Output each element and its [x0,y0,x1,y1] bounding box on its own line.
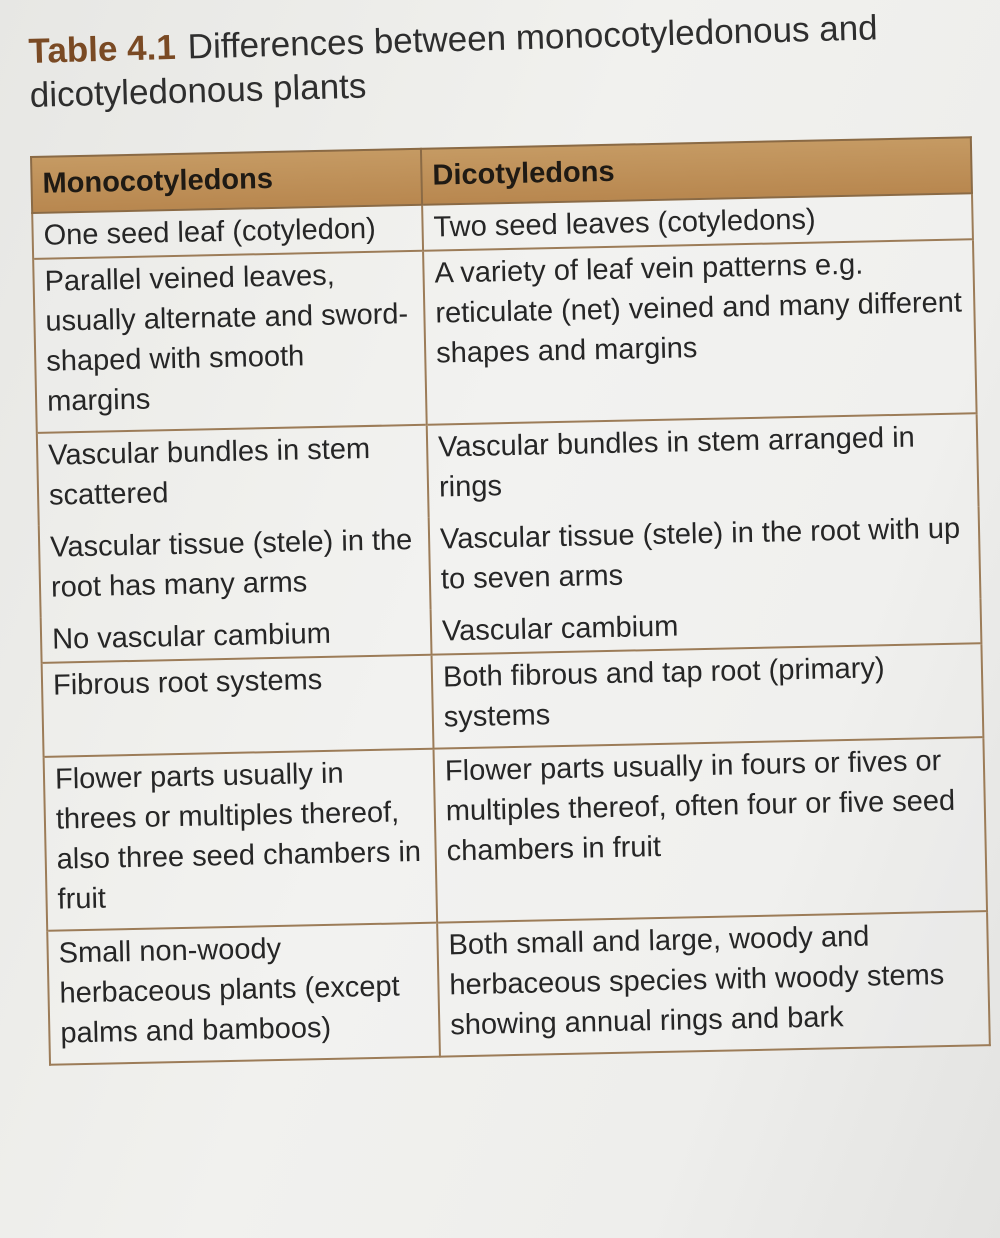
table-caption [28,4,970,118]
monocot-cell: Vascular tissue (stele) in the root has many arms [39,518,431,618]
dicot-cell: Flower parts usually in fours or fives or multiples thereof, often four or five seed chambers in fruit [434,737,988,922]
dicot-cell: Vascular cambium [431,598,982,655]
dicot-cell: A variety of leaf vein patterns e.g. reticulate (net) veined and many different shapes and margins [423,239,977,424]
monocot-cell: Vascular bundles in stem scattered [37,425,429,526]
dicot-cell: Both fibrous and tap root (primary) systems [432,643,984,748]
dicot-cell: Both small and large, woody and herbaceous species with woody stems showing annual rings and bark [437,911,990,1056]
dicot-cell: Vascular bundles in stem arranged in rings [427,413,979,517]
header-monocotyledons: Monocotyledons [31,149,422,213]
monocot-cell: One seed leaf (cotyledon) [32,205,423,259]
dicot-cell: Two seed leaves (cotyledons) [422,193,973,251]
monocot-cell: Parallel veined leaves, usually alternate and sword-shaped with smooth margins [33,251,427,433]
monocot-cell: No vascular cambium [41,610,432,663]
table-title: Differences between monocotyledonous and dicotyledonous plants [29,8,879,115]
monocot-cell: Small non-woody herbaceous plants (except palms and bamboos) [47,923,440,1065]
comparison-table-container [30,136,989,1065]
monocot-cell: Fibrous root systems [42,655,434,757]
table-number: Table 4.1 [28,27,177,71]
table-row [44,737,987,931]
comparison-table [30,136,991,1066]
dicot-cell: Vascular tissue (stele) in the root with up to seven arms [429,506,981,609]
table-row [47,911,990,1065]
header-dicotyledons: Dicotyledons [421,137,972,205]
table-row [33,239,976,433]
monocot-cell: Flower parts usually in threes or multiples thereof, also three seed chambers in fruit [44,749,438,931]
